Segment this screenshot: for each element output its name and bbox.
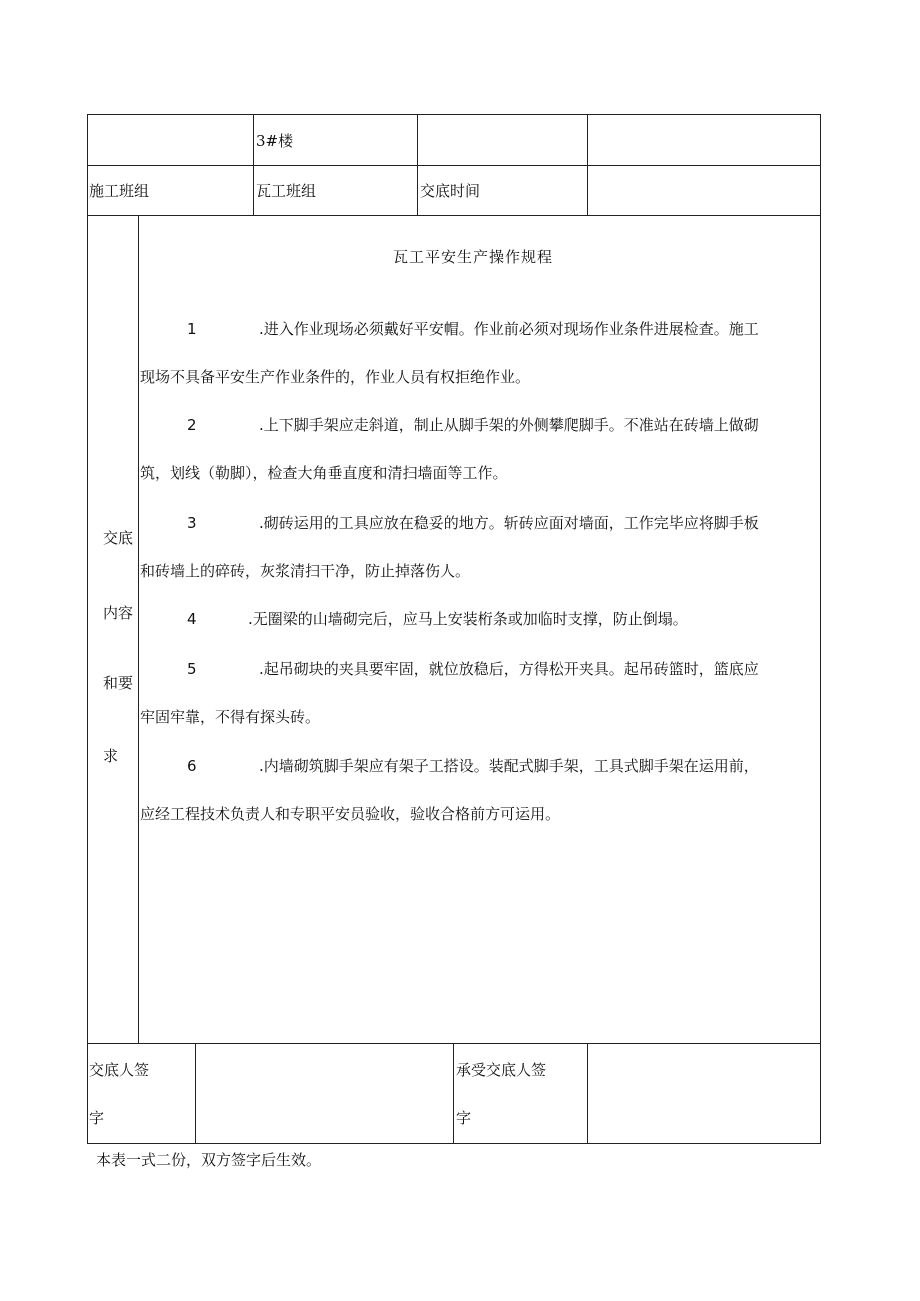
rule-number: 1 [187, 320, 197, 338]
content-side-label-2: 内容 [103, 604, 134, 622]
team-value: 瓦工班组 [256, 182, 317, 200]
giver-signature-field[interactable] [197, 1045, 451, 1141]
rule-item-6 [140, 742, 820, 838]
row-divider-3 [87, 1043, 821, 1044]
sign-col-divider-3 [587, 1043, 588, 1143]
rule-item-5 [140, 645, 820, 741]
footer-note: 本表一式二份，双方签字后生效。 [96, 1151, 322, 1169]
rule-text-cont: 筑，划线（勒脚），检查大角垂直度和清扫墙面等工作。 [140, 464, 508, 482]
rule-item-4 [140, 595, 820, 643]
team-label: 施工班组 [89, 182, 150, 200]
rule-text-first: .上下脚手架应走斜道，制止从脚手架的外侧攀爬脚手。不准站在砖墙上做砌 [259, 416, 759, 434]
rule-text-first: .砌砖运用的工具应放在稳妥的地方。斩砖应面对墙面，工作完毕应将脚手板 [259, 514, 759, 532]
header-col-divider-2 [417, 114, 418, 215]
row-divider-1 [87, 165, 821, 166]
rule-item-1 [140, 305, 820, 401]
rule-number: 6 [187, 757, 197, 775]
table-border-left [87, 114, 88, 1144]
receiver-signature-label-line1: 承受交底人签 [456, 1061, 547, 1079]
rule-text-first: .内墙砌筑脚手架应有架子工搭设。装配式脚手架，工具式脚手架在运用前， [259, 757, 759, 775]
rule-text-cont: 和砖墙上的碎砖，灰浆清扫干净，防止掉落伤人。 [140, 562, 471, 580]
rule-text-first: .起吊砌块的夹具要牢固，就位放稳后，方得松开夹具。起吊砖篮时，篮底应 [259, 660, 759, 678]
header-col-divider-1 [253, 114, 254, 215]
receiver-signature-field[interactable] [589, 1045, 818, 1141]
sign-col-divider-1 [195, 1043, 196, 1143]
rule-text-cont: 应经工程技术负责人和专职平安员验收，验收合格前方可运用。 [140, 805, 561, 823]
sign-col-divider-2 [453, 1043, 454, 1143]
building-value: 3#楼 [256, 132, 294, 150]
content-col-divider [138, 215, 139, 1043]
rule-text-first: .无圈梁的山墙砌完后，应马上安装桁条或加临时支撑，防止倒塌。 [248, 610, 688, 628]
table-border-right [820, 114, 821, 1144]
content-title: 瓦工平安生产操作规程 [393, 248, 554, 266]
rule-number: 5 [187, 660, 197, 678]
rule-number: 4 [187, 610, 197, 628]
rule-number: 3 [187, 514, 197, 532]
rule-number: 2 [187, 416, 197, 434]
content-side-label-1: 交底 [103, 529, 134, 547]
rule-text-cont: 现场不具备平安生产作业条件的，作业人员有权拒绝作业。 [140, 368, 531, 386]
content-side-label-3: 和要 [103, 674, 134, 692]
table-border-top [87, 114, 821, 115]
receiver-signature-label-line2: 字 [456, 1109, 472, 1127]
content-side-label-4: 求 [103, 747, 119, 765]
giver-signature-label-line2: 字 [89, 1109, 105, 1127]
rule-item-3 [140, 499, 820, 595]
rule-item-2 [140, 401, 820, 497]
table-border-bottom [87, 1143, 821, 1144]
giver-signature-label-line1: 交底人签 [89, 1061, 150, 1079]
briefing-time-label: 交底时间 [420, 182, 481, 200]
row-divider-2 [87, 215, 821, 216]
rule-text-cont: 牢固牢靠，不得有探头砖。 [140, 708, 321, 726]
rule-text-first: .进入作业现场必须戴好平安帽。作业前必须对现场作业条件进展检查。施工 [259, 320, 759, 338]
header-col-divider-3 [587, 114, 588, 215]
